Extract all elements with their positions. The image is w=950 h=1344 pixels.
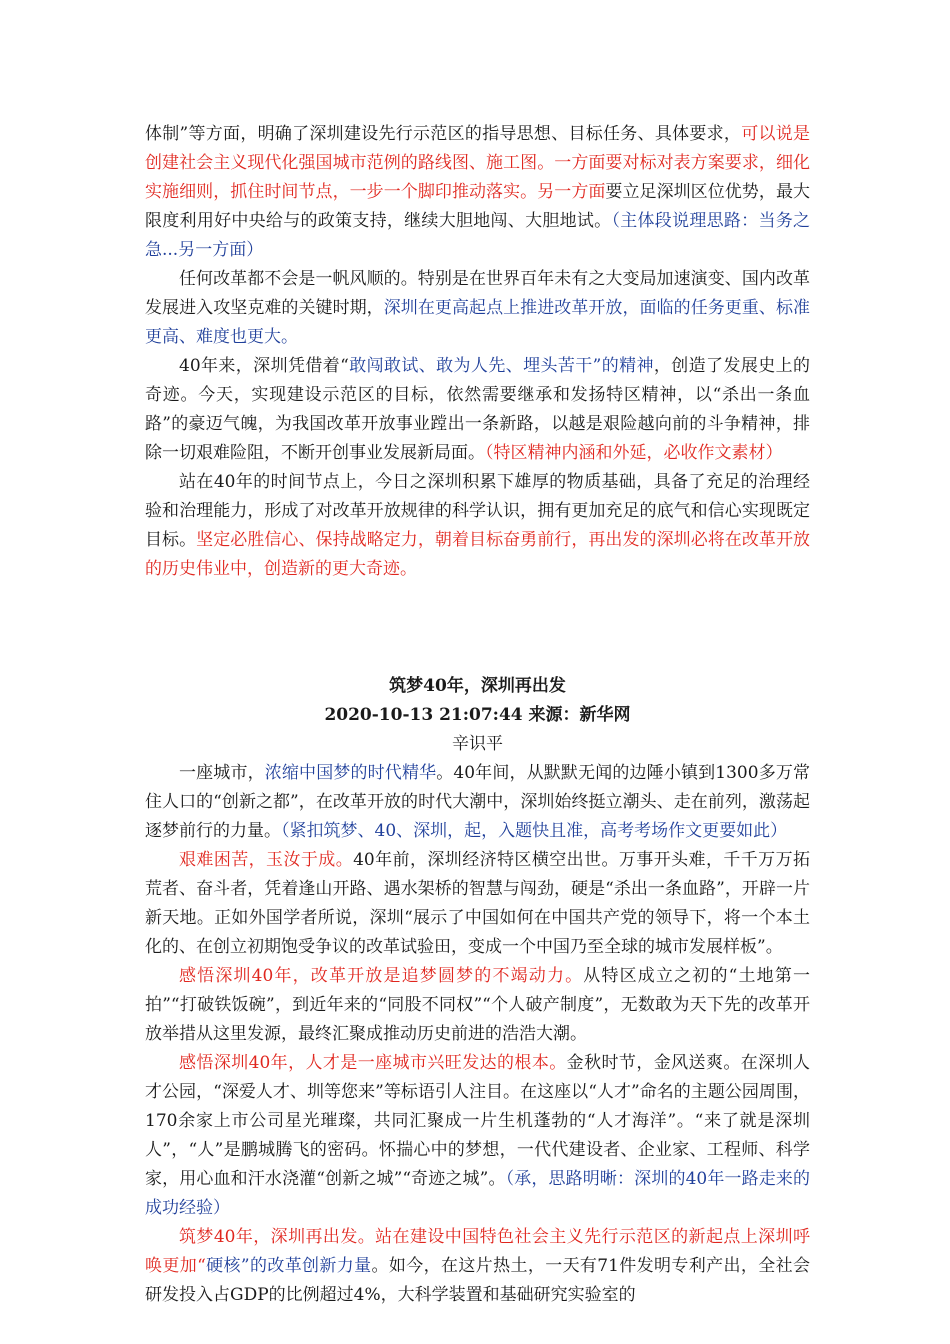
- annotation: （紧扣筑梦、40、深圳，起，入题快且准，高考考场作文更要如此）: [281, 821, 788, 841]
- annotation: （承，思路明晰：深圳的40年一路走来的成功经验）: [145, 1169, 810, 1218]
- paragraph: 体制”等方面，明确了深圳建设先行示范区的指导思想、目标任务、具体要求，可以说是创建社会主义现代化强国城市范例的路线图、施工图。一方面要对标对表方案要求，细化实施细则，抓住时间节点，一步一个脚印推动落实。另一方面要立足深圳区位优势，最大限度利用好中央给与的政策支持，继续大胆地闯、大胆地试。（主体段说理思路：当务之急...另一方面）: [145, 124, 811, 260]
- document-page: [145, 120, 810, 1310]
- paragraph: 40年来，深圳凭借着“敢闯敢试、敢为人先、埋头苦干”的精神，创造了发展史上的奇迹。今天，实现建设示范区的目标，依然需要继承和发扬特区精神，以“杀出一条血路”的豪迈气魄，为我国改革开放事业蹚出一条新路，以越是艰险越向前的斗争精神，排除一切艰难险阻，不断开创事业发展新局面。（特区精神内涵和外延，必收作文素材）: [145, 356, 810, 463]
- article-title: 筑梦40年，深圳再出发: [389, 676, 566, 696]
- article-meta: 2020-10-13 21:07:44 来源：新华网: [324, 705, 631, 725]
- paragraph: 感悟深圳40年，改革开放是追梦圆梦的不竭动力。从特区成立之初的“土地第一拍”“打破铁饭碗”，到近年来的“同股不同权”“个人破产制度”，无数敢为天下先的改革开放举措从这里发源，最终汇聚成推动历史前进的浩浩大潮。: [145, 966, 810, 1044]
- paragraph: 艰难困苦，玉汝于成。40年前，深圳经济特区横空出世。万事开头难，千千万万拓荒者、奋斗者，凭着逢山开路、遇水架桥的智慧与闯劲，硬是“杀出一条血路”，开辟一片新天地。正如外国学者所说，深圳“展示了中国如何在中国共产党的领导下，将一个本土化的、在创立初期饱受争议的改革试验田，变成一个中国乃至全球的城市发展样板”。: [145, 850, 810, 957]
- paragraph: 任何改革都不会是一帆风顺的。特别是在世界百年未有之大变局加速演变、国内改革发展进入攻坚克难的关键时期，深圳在更高起点上推进改革开放，面临的任务更重、标准更高、难度也更大。: [145, 269, 811, 347]
- annotation: （主体段说理思路：当务之急...另一方面）: [145, 211, 811, 260]
- article-author: 辛识平: [452, 734, 503, 754]
- paragraph: 站在40年的时间节点上，今日之深圳积累下雄厚的物质基础，具备了充足的治理经验和治理能力，形成了对改革开放规律的科学认识，拥有更加充足的底气和信心实现既定目标。坚定必胜信心、保持战略定力，朝着目标奋勇前行，再出发的深圳必将在改革开放的历史伟业中，创造新的更大奇迹。: [145, 472, 811, 579]
- paragraph: 一座城市，浓缩中国梦的时代精华。40年间，从默默无闻的边陲小镇到1300多万常住人口的“创新之都”，在改革开放的时代大潮中，深圳始终挺立潮头、走在前列，激荡起逐梦前行的力量。（紧扣筑梦、40、深圳，起，入题快且准，高考考场作文更要如此）: [145, 763, 810, 841]
- annotation: （特区精神内涵和外延，必收作文素材）: [485, 443, 783, 463]
- spacer: [145, 584, 810, 672]
- paragraph: 筑梦40年，深圳再出发。站在建设中国特色社会主义先行示范区的新起点上深圳呼唤更加“硬核”的改革创新力量。如今，在这片热土，一天有71件发明专利产出，全社会研发投入占GDP的比例超过4%，大科学装置和基础研究实验室的: [145, 1227, 810, 1305]
- paragraph: 感悟深圳40年，人才是一座城市兴旺发达的根本。金秋时节，金风送爽。在深圳人才公园，“深爱人才、圳等您来”等标语引人注目。在这座以“人才”命名的主题公园周围，170余家上市公司星光璀璨，共同汇聚成一片生机蓬勃的“人才海洋”。“来了就是深圳人”，“人”是鹏城腾飞的密码。怀揣心中的梦想，一代代建设者、企业家、工程师、科学家，用心血和汗水浇灌“创新之城”“奇迹之城”。（承，思路明晰：深圳的40年一路走来的成功经验）: [145, 1053, 811, 1218]
